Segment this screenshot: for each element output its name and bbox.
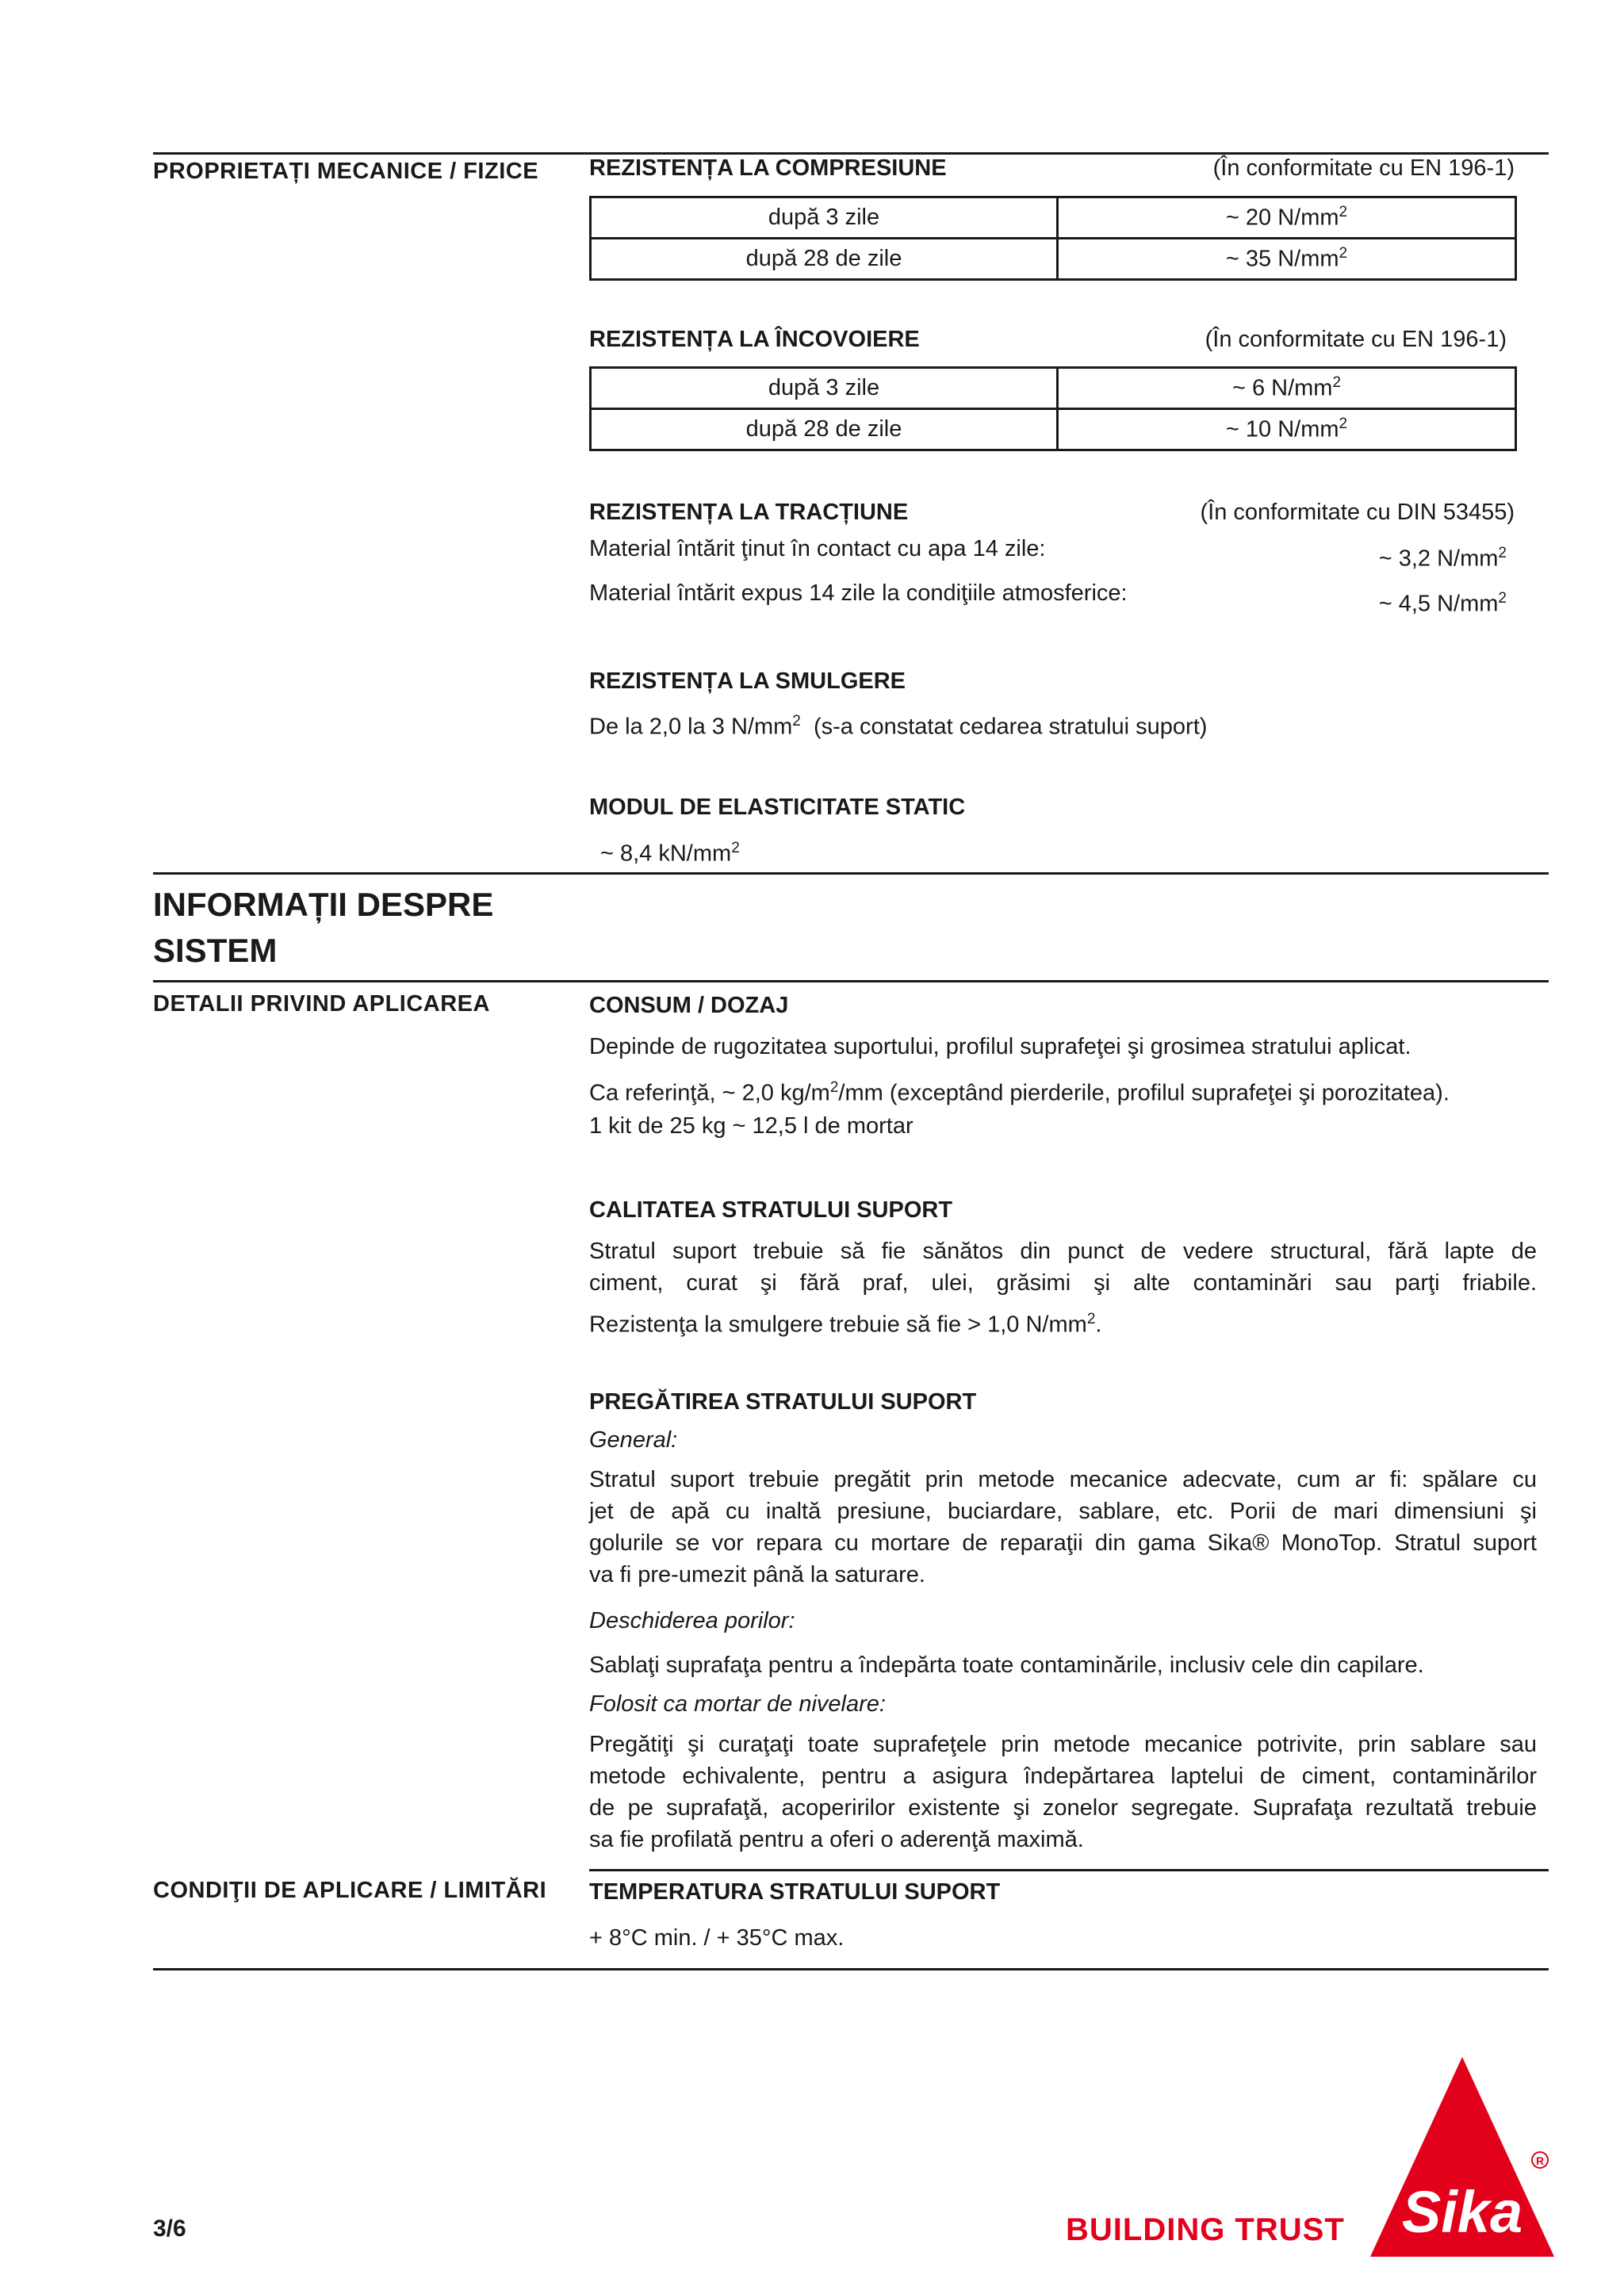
- prep-general-line: golurile se vor repara cu mortare de reparaţii din gama Sika® MonoTop. Stratul suport: [589, 1530, 1537, 1556]
- top-divider: [153, 152, 1549, 155]
- table-row: [591, 409, 1516, 450]
- divider-prep-end: [589, 1869, 1549, 1871]
- divider-application: [153, 980, 1549, 982]
- prep-leveling-line: metode echivalente, pentru a asigura îndepărtarea laptelui de ciment, contaminărilor: [589, 1764, 1537, 1789]
- substrate-quality-text: [589, 1235, 1537, 1341]
- consumption-line-3: 1 kit de 25 kg ~ 12,5 l de mortar: [589, 1113, 914, 1139]
- prep-leveling-text: [589, 1729, 1537, 1855]
- prep-leveling-line: sa fie profilată pentru a oferi o aderenţă maximă.: [589, 1827, 1084, 1852]
- consumption-line-1: Depinde de rugozitatea suportului, profilul suprafeţei şi grosimea stratului aplicat.: [589, 1034, 1411, 1059]
- prep-leveling-line: Pregătiţi şi curaţaţi toate suprafeţele prin metode mecanice potrivite, prin sablare sau: [589, 1732, 1537, 1757]
- divider-system: [153, 872, 1549, 875]
- substrate-quality-line-3: Rezistenţa la smulgere trebuie să fie > 1,0 $N/mm^2$.: [589, 1311, 1102, 1338]
- section-label-conditions: CONDIŢII DE APLICARE / LIMITĂRI: [153, 1878, 547, 1903]
- age-cell: după 28 de zile: [591, 409, 1058, 450]
- compression-title: REZISTENȚA LA COMPRESIUNE: [589, 155, 947, 181]
- age-cell: după 3 zile: [591, 197, 1058, 239]
- prep-leveling-label: Folosit ca mortar de nivelare:: [589, 1691, 886, 1717]
- system-heading: [153, 882, 493, 974]
- compression-standard: (În conformitate cu EN 196-1): [1212, 155, 1515, 181]
- substrate-quality-line-2: ciment, curat şi fără praf, ulei, grăsimi şi alte contaminări sau parţi friabile.: [589, 1270, 1537, 1296]
- conditions-title: TEMPERATURA STRATULUI SUPORT: [589, 1879, 1001, 1905]
- tensile-row-2-desc: Material întărit expus 14 zile la condiţiile atmosferice:: [589, 580, 1128, 606]
- age-cell: după 28 de zile: [591, 239, 1058, 280]
- substrate-quality-line-1: Stratul suport trebuie să fie sănătos din punct de vedere structural, fără lapte de: [589, 1239, 1537, 1264]
- consumption-title: CONSUM / DOZAJ: [589, 993, 789, 1018]
- substrate-quality-title: CALITATEA STRATULUI SUPORT: [589, 1197, 953, 1223]
- prep-pores-label: Deschiderea porilor:: [589, 1608, 795, 1633]
- page-number: 3/6: [153, 2215, 186, 2242]
- svg-text:R: R: [1535, 2154, 1545, 2167]
- substrate-prep-title: PREGĂTIREA STRATULUI SUPORT: [589, 1389, 977, 1415]
- modulus-value: ~ 8,4 $kN/mm^2$: [600, 840, 740, 867]
- divider-bottom: [153, 1968, 1549, 1970]
- section-label-application: DETALII PRIVIND APLICAREA: [153, 991, 490, 1017]
- value-cell: ~ 10 $N/mm^2$: [1058, 409, 1516, 450]
- prep-leveling-line: de pe suprafaţă, acoperirilor existente şi zonelor segregate. Suprafaţa rezultată trebuie: [589, 1795, 1537, 1821]
- bending-table: [589, 366, 1517, 451]
- value-cell: ~ 6 $N/mm^2$: [1058, 368, 1516, 409]
- tensile-standard: (În conformitate cu DIN 53455): [1200, 500, 1515, 525]
- prep-general-line: jet de apă cu inaltă presiune, buciardare, sablare, etc. Porii de mari dimensiuni şi: [589, 1499, 1537, 1524]
- table-row: [591, 197, 1516, 239]
- prep-general-label: General:: [589, 1427, 678, 1453]
- bending-title: REZISTENȚA LA ÎNCOVOIERE: [589, 327, 920, 352]
- value-cell: ~ 35 $N/mm^2$: [1058, 239, 1516, 280]
- tensile-title: REZISTENȚA LA TRACȚIUNE: [589, 500, 909, 525]
- building-trust-slogan: BUILDING TRUST: [1066, 2212, 1345, 2247]
- value-cell: ~ 20 $N/mm^2$: [1058, 197, 1516, 239]
- modulus-title: MODUL DE ELASTICITATE STATIC: [589, 795, 966, 820]
- tensile-row-2-value: ~ 4,5 $N/mm^2$: [1378, 590, 1507, 617]
- prep-general-text: [589, 1464, 1537, 1591]
- age-cell: după 3 zile: [591, 368, 1058, 409]
- compression-table: [589, 196, 1517, 281]
- system-heading-line1: INFORMAȚII DESPRE: [153, 886, 494, 923]
- prep-general-line: Stratul suport trebuie pregătit prin metode mecanice adecvate, cum ar fi: spălare cu: [589, 1467, 1537, 1492]
- pulloff-title: REZISTENȚA LA SMULGERE: [589, 668, 906, 694]
- svg-text:Sika: Sika: [1401, 2179, 1523, 2245]
- tensile-row-1-desc: Material întărit ţinut în contact cu apa 14 zile:: [589, 536, 1046, 561]
- prep-general-line: va fi pre-umezit până la saturare.: [589, 1562, 925, 1587]
- table-row: [591, 368, 1516, 409]
- consumption-line-2: Ca referinţă, ~ 2,0 $kg/m^2/mm$ (exceptând pierderile, profilul suprafeţei şi porozitatea).: [589, 1079, 1450, 1106]
- tensile-row-1-value: ~ 3,2 $N/mm^2$: [1378, 545, 1507, 572]
- table-row: [591, 239, 1516, 280]
- sika-logo: [1364, 2054, 1562, 2260]
- pulloff-text: De la 2,0 la 3 $N/mm^2$ (s-a constatat cedarea stratului suport): [589, 713, 1208, 740]
- sika-triangle-icon: [1364, 2054, 1562, 2260]
- prep-pores-text: Sablaţi suprafaţa pentru a îndepărta toate contaminările, inclusiv cele din capilare.: [589, 1653, 1424, 1678]
- section-label-mechanical: PROPRIETAȚI MECANICE / FIZICE: [153, 159, 539, 184]
- bending-standard: (În conformitate cu EN 196-1): [1205, 327, 1507, 352]
- system-heading-line2: SISTEM: [153, 932, 278, 969]
- conditions-value: + 8°C min. / + 35°C max.: [589, 1925, 845, 1951]
